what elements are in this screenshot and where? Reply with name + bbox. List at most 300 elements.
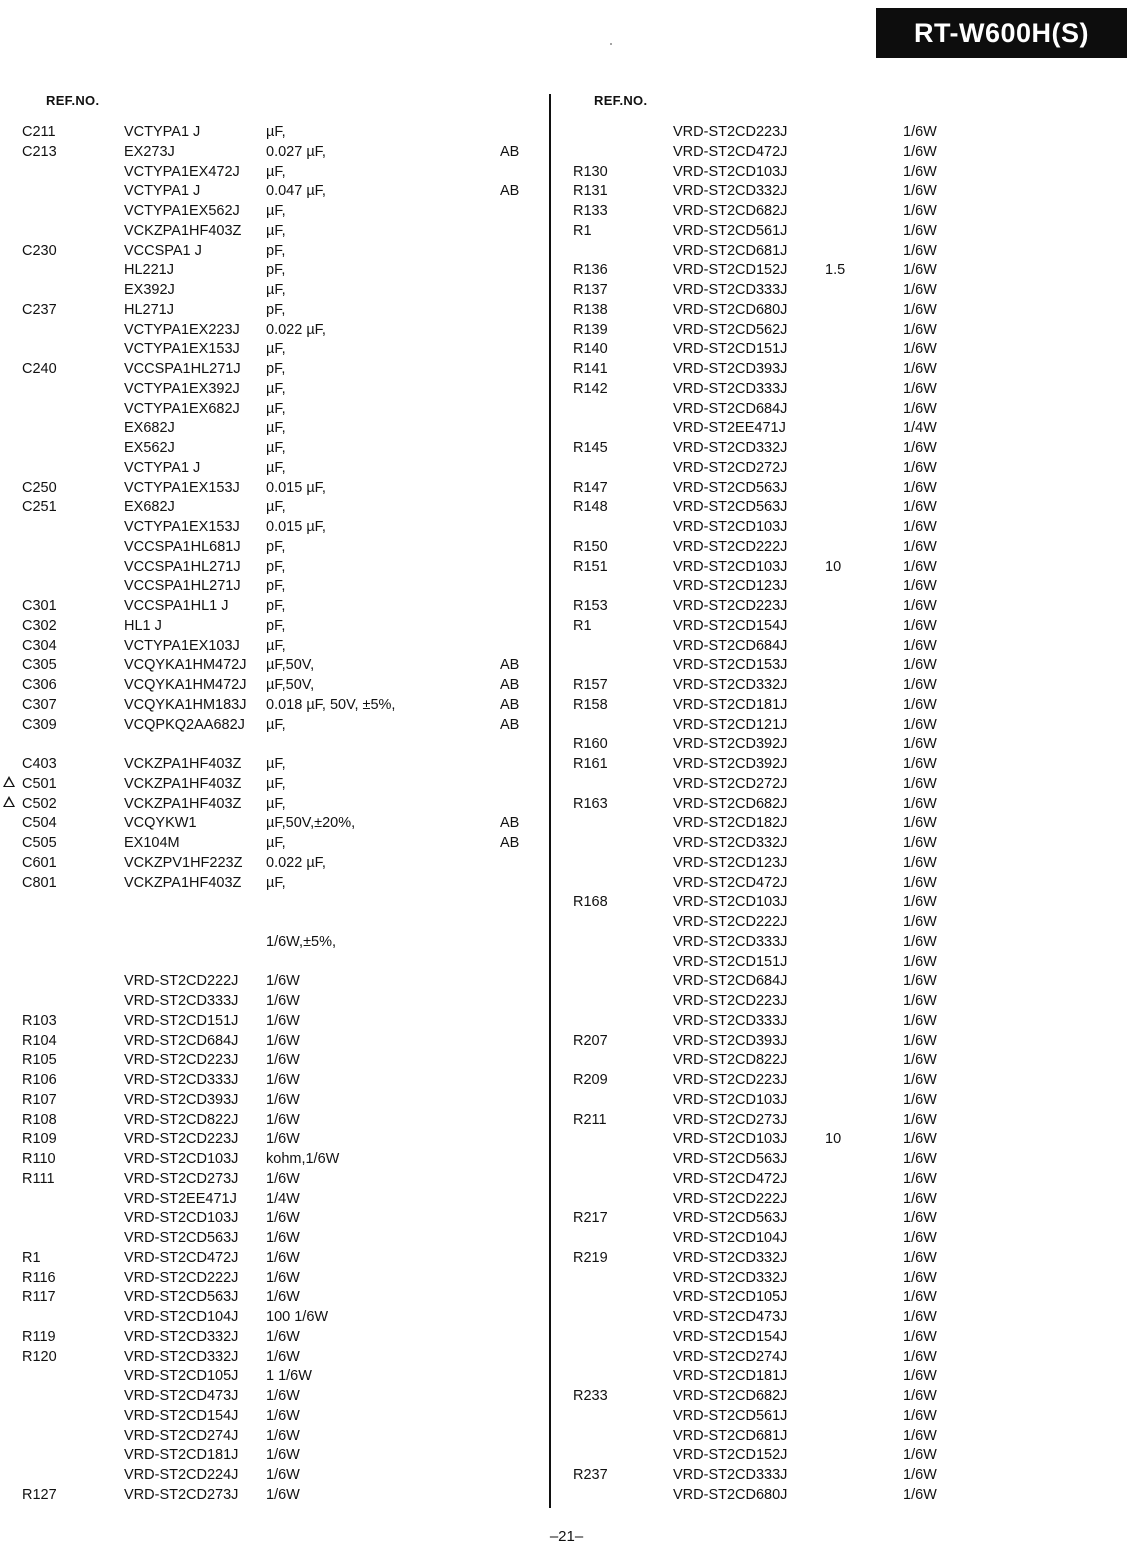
table-row [555,1111,1133,1131]
cell-part: VRD-ST2CD333J [673,933,788,950]
cell-part: VCKZPA1HF403Z [124,874,242,891]
table-row [555,617,1133,637]
table-row [0,1051,545,1071]
cell-part: VRD-ST2CD684J [673,400,788,417]
cell-part: VCTYPA1EX153J [124,479,240,496]
cell-val: 1/6W,±5%, [266,933,337,950]
table-row [555,1190,1133,1210]
cell-watt: 1/6W [903,558,937,575]
table-row [555,814,1133,834]
table-row [555,755,1133,775]
cell-part: VRD-ST2EE471J [673,420,786,437]
cell-ref: R1 [573,617,592,634]
cell-part: VCQYKA1HM183J [124,696,247,713]
cell-watt: 1/6W [903,914,937,930]
table-row [555,202,1133,222]
cell-ref: C230 [22,242,57,259]
cell-watt: 1/6W [903,756,937,772]
cell-watt: 1/6W [903,1111,937,1128]
cell-val: 1/6W [266,1170,300,1187]
cell-val: µF, [266,124,286,140]
cell-part: VRD-ST2CD154J [124,1407,239,1424]
table-row [0,558,545,578]
cell-ref: R160 [573,736,608,753]
cell-part: VRD-ST2CD105J [124,1368,239,1385]
table-row [555,893,1133,913]
cell-part: VCKZPV1HF223Z [124,854,243,871]
cell-val: 10 [825,1131,842,1148]
cell-val: 1/6W [266,1052,300,1069]
table-row [0,874,545,894]
table-row [555,676,1133,696]
cell-watt: 1/6W [903,578,937,595]
table-row [0,735,545,755]
cell-part: VCCSPA1HL271J [124,558,241,575]
table-row [555,340,1133,360]
cell-watt: 1/6W [903,617,937,634]
table-row [0,1012,545,1032]
cell-watt: 1/6W [903,262,937,279]
cell-part: VRD-ST2CD333J [673,1467,788,1483]
cell-ref: R158 [573,696,608,713]
cell-part: VRD-ST2CD392J [673,736,788,753]
table-row [555,992,1133,1012]
cell-part: VRD-ST2CD272J [673,459,788,476]
cell-ref: R139 [573,321,608,338]
table-row [0,1091,545,1111]
cell-ref: C504 [22,815,57,832]
table-row [555,1229,1133,1249]
cell-part: VRD-ST2CD222J [673,1190,788,1207]
cell-val: pF, [266,538,286,555]
cell-part: VCQPKQ2AA682J [124,716,245,733]
cell-val: µF, [266,835,286,851]
cell-ref: R148 [573,499,608,516]
cell-ref: R109 [22,1131,57,1148]
cell-val: µF, [266,341,286,358]
cell-watt: 1/6W [903,1289,937,1306]
cell-val: µF, [266,775,286,792]
table-row [0,1486,545,1506]
cell-part: VRD-ST2CD223J [673,598,788,614]
cell-part: VRD-ST2CD105J [673,1289,788,1306]
cell-ref: R1 [22,1249,41,1266]
table-row [0,795,545,815]
cell-ref: R1 [573,222,592,239]
cell-watt: 1/6W [903,163,937,180]
cell-grade: AB [500,815,520,832]
cell-part: VRD-ST2CD682J [673,1388,788,1404]
cell-ref: R103 [22,1012,57,1029]
cell-part: VRD-ST2CD332J [673,835,788,851]
cell-part: VCKZPA1HF403Z [124,775,242,792]
table-row [555,1328,1133,1348]
cell-watt: 1/6W [903,203,937,219]
cell-ref: R107 [22,1091,57,1108]
cell-part: VRD-ST2CD473J [124,1388,239,1404]
cell-ref: C309 [22,716,57,733]
table-row [555,222,1133,242]
cell-watt: 1/6W [903,1012,937,1029]
cell-part: VCTYPA1EX562J [124,203,240,219]
table-row [0,1170,545,1190]
table-row [555,854,1133,874]
table-row [0,498,545,518]
cell-part: VRD-ST2CD333J [124,1072,239,1088]
cell-part: VRD-ST2CD684J [673,637,788,654]
table-row [0,1387,545,1407]
cell-ref: R209 [573,1072,608,1088]
table-row [0,656,545,676]
cell-val: µF, [266,716,286,733]
cell-watt: 1/6W [903,953,937,970]
cell-watt: 1/6W [903,795,937,812]
cell-watt: 1/6W [903,242,937,259]
cell-part: VRD-ST2CD103J [673,1131,788,1148]
cell-part: VRD-ST2CD181J [124,1447,239,1464]
cell-val: 1/6W [266,1249,300,1266]
cell-ref: C304 [22,637,57,654]
cell-part: VRD-ST2CD561J [673,1407,788,1424]
cell-part: VRD-ST2CD563J [673,479,788,496]
cell-val: 1/6W [266,1230,300,1246]
cell-part: VRD-ST2CD154J [673,1328,788,1345]
table-row [555,1486,1133,1506]
cell-part: VRD-ST2CD272J [673,775,788,792]
cell-watt: 1/6W [903,183,937,200]
cell-ref: C601 [22,854,57,871]
cell-part: VRD-ST2CD392J [673,756,788,772]
table-row [0,1427,545,1447]
left-parts-table [0,123,545,1506]
ref-no-header: REF.NO. [46,93,100,108]
cell-ref: C240 [22,361,57,377]
table-row [555,577,1133,597]
cell-ref: C251 [22,499,57,516]
cell-part: VRD-ST2CD472J [673,874,788,891]
cell-ref: R106 [22,1072,57,1088]
cell-part: VRD-ST2CD332J [673,1249,788,1266]
table-row [0,1466,545,1486]
table-row [555,1170,1133,1190]
cell-ref: R237 [573,1467,608,1483]
cell-watt: 1/6W [903,1427,937,1444]
table-row [0,123,545,143]
cell-part: VRD-ST2CD103J [124,1151,239,1167]
cell-val: µF, [266,203,286,219]
cell-val: µF, [266,222,286,239]
table-row [555,123,1133,143]
cell-ref: R211 [573,1111,607,1128]
cell-ref: C501 [22,775,57,792]
table-row [0,1111,545,1131]
cell-val: 1/6W [266,1407,300,1424]
cell-val: pF, [266,262,286,279]
table-row [555,1466,1133,1486]
scan-speck [610,43,612,45]
cell-part: VRD-ST2CD273J [124,1170,239,1187]
cell-part: VRD-ST2CD123J [673,578,788,595]
table-row [555,380,1133,400]
cell-part: EX562J [124,440,175,456]
cell-part: VRD-ST2CD222J [124,1269,239,1286]
table-row [555,1269,1133,1289]
cell-part: VCCSPA1HL1 J [124,598,229,614]
cell-part: VRD-ST2CD563J [124,1289,239,1306]
cell-ref: R161 [573,756,608,772]
table-row [0,755,545,775]
cell-val: µF, [266,282,286,298]
table-row [555,1071,1133,1091]
table-row [0,459,545,479]
cell-watt: 1/6W [903,1210,937,1227]
cell-val: 1/6W [266,1388,300,1404]
table-row [555,834,1133,854]
cell-part: VCKZPA1HF403Z [124,222,242,239]
column-divider [549,94,551,1508]
cell-part: VRD-ST2CD181J [673,1368,788,1385]
cell-part: VRD-ST2CD103J [673,163,788,180]
safety-warning-icon [3,776,15,787]
table-row [0,696,545,716]
table-row [0,340,545,360]
table-row [0,1367,545,1387]
cell-part: VCQYKA1HM472J [124,657,247,674]
cell-part: VRD-ST2CD151J [124,1012,239,1029]
cell-watt: 1/6W [903,519,937,535]
cell-ref: R142 [573,380,608,397]
cell-watt: 1/6W [903,400,937,417]
table-row [0,597,545,617]
ref-no-header: REF.NO. [594,93,648,108]
table-row [0,893,545,913]
cell-watt: 1/6W [903,143,937,160]
cell-watt: 1/6W [903,1052,937,1069]
cell-val: 1/6W [266,1289,300,1306]
table-row [555,281,1133,301]
cell-val: µF, [266,499,286,516]
cell-watt: 1/6W [903,341,937,358]
cell-part: VRD-ST2CD561J [673,222,788,239]
cell-val: µF, [266,163,286,180]
cell-ref: R233 [573,1388,608,1404]
cell-watt: 1/6W [903,1309,937,1325]
cell-ref: R110 [22,1151,56,1167]
table-row [0,814,545,834]
table-row [0,1130,545,1150]
cell-part: VRD-ST2CD182J [673,815,788,832]
cell-watt: 1/6W [903,894,937,911]
cell-val: 1/4W [266,1190,300,1207]
table-row [0,1071,545,1091]
table-row [0,775,545,795]
cell-part: VCCSPA1HL681J [124,538,241,555]
cell-ref: C403 [22,756,57,772]
cell-watt: 1/6W [903,835,937,851]
table-row [0,360,545,380]
cell-grade: AB [500,677,520,693]
cell-watt: 1/6W [903,1368,937,1385]
cell-part: VCKZPA1HF403Z [124,795,242,812]
cell-watt: 1/6W [903,874,937,891]
cell-part: EX682J [124,499,175,516]
table-row [0,163,545,183]
cell-watt: 1/6W [903,677,937,693]
cell-part: VRD-ST2CD680J [673,1486,788,1503]
cell-part: VRD-ST2CD684J [673,973,788,990]
cell-val: µF, [266,440,286,456]
table-row [555,1308,1133,1328]
cell-part: VCCSPA1HL271J [124,361,241,377]
cell-ref: R104 [22,1032,57,1049]
table-row [555,242,1133,262]
cell-val: 1/6W [266,1111,300,1128]
cell-val: pF, [266,361,286,377]
cell-ref: R141 [573,361,608,377]
cell-ref: C302 [22,617,57,634]
cell-val: 1 1/6W [266,1368,312,1385]
cell-ref: R136 [573,262,608,279]
cell-part: VRD-ST2CD332J [124,1328,239,1345]
cell-ref: R120 [22,1348,57,1365]
cell-val: 0.022 µF, [266,321,326,338]
cell-part: VRD-ST2CD333J [673,282,788,298]
cell-part: VRD-ST2CD223J [673,993,788,1009]
cell-part: VRD-ST2CD332J [124,1348,239,1365]
cell-val: 1/6W [266,1427,300,1444]
table-row [555,321,1133,341]
cell-part: VRD-ST2CD274J [124,1427,239,1444]
table-row [0,380,545,400]
cell-ref: R119 [22,1328,56,1345]
cell-watt: 1/6W [903,1328,937,1345]
table-row [555,439,1133,459]
table-row [0,400,545,420]
cell-val: 10 [825,558,842,575]
table-row [555,637,1133,657]
cell-ref: C213 [22,143,57,160]
cell-part: VCTYPA1EX223J [124,321,240,338]
cell-ref: R133 [573,203,608,219]
table-row [0,1209,545,1229]
cell-ref: R207 [573,1032,608,1049]
table-row [555,459,1133,479]
cell-ref: R147 [573,479,608,496]
cell-watt: 1/4W [903,420,937,437]
cell-watt: 1/6W [903,1249,937,1266]
cell-watt: 1/6W [903,1091,937,1108]
cell-ref: R138 [573,301,608,318]
cell-ref: C301 [22,598,57,614]
cell-watt: 1/6W [903,1072,937,1088]
cell-part: VRD-ST2CD223J [673,124,788,140]
cell-val: pF, [266,242,286,259]
cell-watt: 1/6W [903,716,937,733]
table-row [0,1328,545,1348]
cell-val: 100 1/6W [266,1309,329,1325]
cell-ref: R108 [22,1111,57,1128]
cell-ref: R219 [573,1249,608,1266]
cell-val: 0.047 µF, [266,183,326,200]
cell-watt: 1/6W [903,1131,937,1148]
table-row [0,617,545,637]
table-row [0,538,545,558]
page-number: –21– [549,1528,584,1545]
table-row [0,1407,545,1427]
cell-ref: C211 [22,124,56,140]
cell-val: 1/6W [266,1447,300,1464]
cell-part: VRD-ST2CD682J [673,203,788,219]
cell-grade: AB [500,835,520,851]
cell-val: 1/6W [266,973,300,990]
cell-grade: AB [500,716,520,733]
cell-watt: 1/6W [903,1190,937,1207]
cell-part: VRD-ST2CD103J [673,558,788,575]
cell-ref: R157 [573,677,608,693]
cell-part: VRD-ST2CD222J [124,973,239,990]
table-row [555,400,1133,420]
table-row [0,854,545,874]
cell-val: 0.018 µF, 50V, ±5%, [266,696,396,713]
table-row [555,479,1133,499]
table-row [555,1150,1133,1170]
cell-part: VRD-ST2CD222J [673,538,788,555]
cell-part: VRD-ST2CD393J [673,361,788,377]
cell-val: 1/6W [266,1467,300,1483]
cell-val: µF, [266,459,286,476]
table-row [0,222,545,242]
cell-part: EX273J [124,143,175,160]
cell-ref: R140 [573,341,608,358]
cell-part: VRD-ST2CD332J [673,677,788,693]
cell-part: VCTYPA1 J [124,124,201,140]
table-row [555,933,1133,953]
table-row [555,953,1133,973]
table-row [0,439,545,459]
cell-part: HL271J [124,301,174,318]
cell-ref: R117 [22,1289,56,1306]
cell-part: HL1 J [124,617,162,634]
cell-val: µF, [266,874,286,891]
cell-part: VRD-ST2CD333J [673,1012,788,1029]
cell-grade: AB [500,183,520,200]
cell-part: VCCSPA1HL271J [124,578,241,595]
cell-watt: 1/6W [903,1486,937,1503]
table-row [0,301,545,321]
cell-part: VRD-ST2CD680J [673,301,788,318]
cell-part: VRD-ST2CD563J [124,1230,239,1246]
table-row [0,676,545,696]
cell-part: EX682J [124,420,175,437]
cell-val: 1/6W [266,1210,300,1227]
cell-val: pF, [266,598,286,614]
cell-part: VRD-ST2CD333J [673,380,788,397]
cell-part: VCTYPA1EX103J [124,637,240,654]
cell-part: VRD-ST2CD473J [673,1309,788,1325]
cell-ref: R137 [573,282,608,298]
cell-ref: C505 [22,835,57,851]
cell-part: VRD-ST2CD332J [673,183,788,200]
cell-part: VRD-ST2CD472J [673,143,788,160]
cell-part: EX392J [124,282,175,298]
table-row [555,419,1133,439]
cell-val: µF,50V, [266,677,315,693]
cell-val: µF, [266,400,286,417]
cell-val: 1/6W [266,1032,300,1049]
cell-watt: 1/6W [903,538,937,555]
table-row [555,874,1133,894]
cell-watt: 1/6W [903,1447,937,1464]
